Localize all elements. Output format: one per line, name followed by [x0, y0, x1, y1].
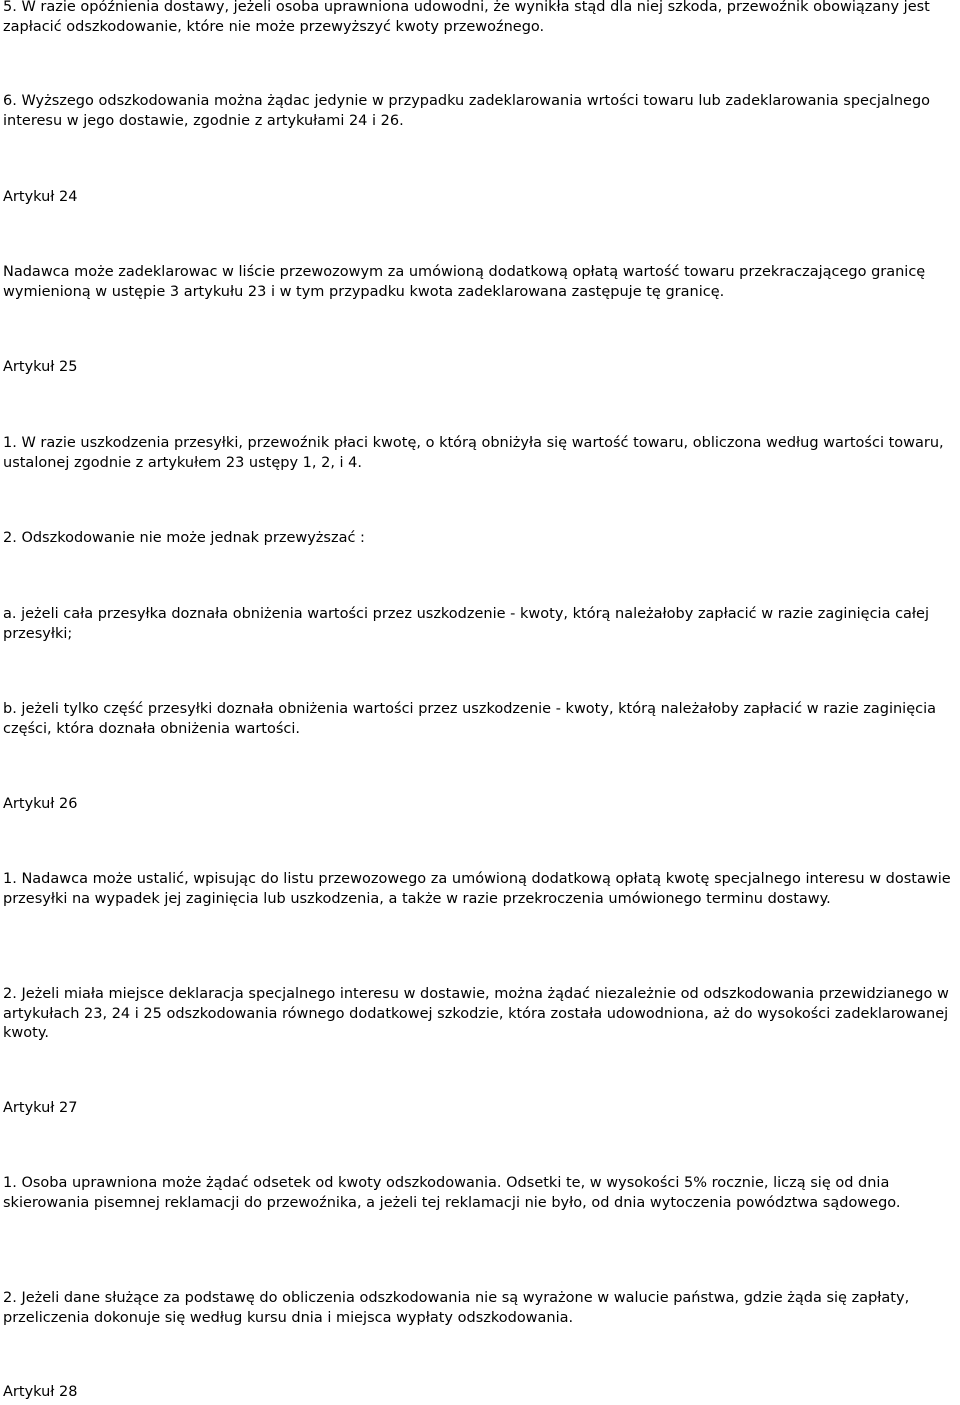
paragraph-art24: Nadawca może zadeklarowac w liście przewozowym za umówioną dodatkową opłatą wartość towaru przekraczającego granicę wymienioną w ustępie 3 artykułu 23 i w tym przypadku kwota zadeklarowana zastępuje tę granicę. — [3, 264, 926, 300]
paragraph-art26-2: 2. Jeżeli miała miejsce deklaracja specjalnego interesu w dostawie, można żądać niezależnie od odszkodowania przewidzianego w artykułach 23, 24 i 25 odszkodowania równego dodatkowej szkodzie, która została udowodniona, aż do wysokości zadeklarowanej kwoty. — [3, 986, 949, 1041]
paragraph-art26-1: 1. Nadawca może ustalić, wpisując do listu przewozowego za umówioną dodatkową opłatą kwotę specjalnego interesu w dostawie przesyłki na wypadek jej zaginięcia lub uszkodzenia, a także w razie przekroczenia umówionego terminu dostawy. — [3, 871, 951, 907]
paragraph-art25-2a: a. jeżeli cała przesyłka doznała obniżenia wartości przez uszkodzenie - kwoty, którą należałoby zapłacić w razie zaginięcia całej przesyłki; — [3, 606, 930, 642]
heading-article-25: Artykuł 25 — [3, 359, 78, 375]
paragraph-art23-5: 5. W razie opóźnienia dostawy, jeżeli osoba uprawniona udowodni, że wynikła stąd dla niej szkoda, przewoźnik obowiązany jest zapłacić odszkodowanie, które nie może przewyższyć kwoty przewoźnego. — [3, 0, 930, 35]
paragraph-art25-2: 2. Odszkodowanie nie może jednak przewyższać : — [3, 530, 365, 546]
heading-article-26: Artykuł 26 — [3, 796, 78, 812]
paragraph-art27-2: 2. Jeżeli dane służące za podstawę do obliczenia odszkodowania nie są wyrażone w walucie państwa, gdzie żąda się zapłaty, przeliczenia dokonuje się według kursu dnia i miejsca wypłaty odszkodowania. — [3, 1290, 910, 1326]
heading-article-28: Artykuł 28 — [3, 1384, 78, 1400]
heading-article-27: Artykuł 27 — [3, 1100, 78, 1116]
paragraph-art23-6: 6. Wyższego odszkodowania można żądac jedynie w przypadku zadeklarowania wrtości towaru lub zadeklarowania specjalnego interesu w jego dostawie, zgodnie z artykułami 24 i 26. — [3, 93, 931, 129]
heading-article-24: Artykuł 24 — [3, 189, 78, 205]
paragraph-art25-2b: b. jeżeli tylko część przesyłki doznała obniżenia wartości przez uszkodzenie - kwoty, którą należałoby zapłacić w razie zaginięcia części, która doznała obniżenia wartości. — [3, 701, 937, 737]
paragraph-art25-1: 1. W razie uszkodzenia przesyłki, przewoźnik płaci kwotę, o którą obniżyła się wartość towaru, obliczona według wartości towaru, ustalonej zgodnie z artykułem 23 ustępy 1, 2, i 4. — [3, 435, 944, 471]
paragraph-art27-1: 1. Osoba uprawniona może żądać odsetek od kwoty odszkodowania. Odsetki te, w wysokości 5% rocznie, liczą się od dnia skierowania pisemnej reklamacji do przewoźnika, a jeżeli tej reklamacji nie było, od dnia wytoczenia powództwa sądowego. — [3, 1175, 901, 1211]
